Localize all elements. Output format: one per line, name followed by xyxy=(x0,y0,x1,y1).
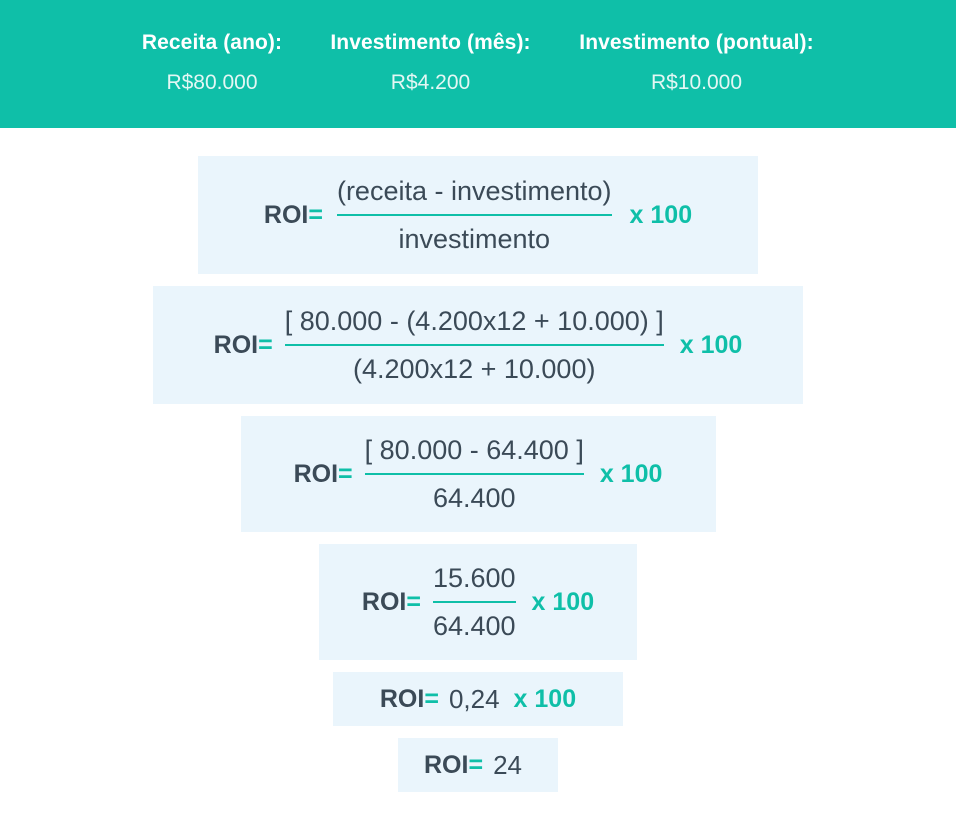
equation-multiplier: x 100 xyxy=(599,459,663,488)
equation-row xyxy=(241,416,716,532)
equals-sign: = xyxy=(258,330,273,359)
header-stats-band xyxy=(0,0,956,128)
header-stat-label: Receita (ano): xyxy=(141,31,283,54)
header-stat-label: Investimento (pontual): xyxy=(579,31,814,54)
equation-lhs-label: ROI xyxy=(424,750,469,779)
equals-sign: = xyxy=(424,684,439,713)
fraction-denominator: 64.400 xyxy=(432,611,516,641)
equation-lhs-label: ROI xyxy=(293,459,339,488)
fraction-denominator: investimento xyxy=(398,224,551,254)
fraction xyxy=(433,561,516,643)
equation-result-value: 24 xyxy=(493,749,522,780)
equation-row-result xyxy=(398,738,558,792)
fraction-denominator: (4.200x12 + 10.000) xyxy=(353,354,596,384)
equals-sign: = xyxy=(308,200,323,229)
equation-multiplier: x 100 xyxy=(513,684,577,713)
fraction-numerator: 15.600 xyxy=(432,563,516,593)
equation-multiplier: x 100 xyxy=(629,200,693,229)
fraction-numerator: (receita - investimento) xyxy=(336,176,612,206)
equation-lhs xyxy=(214,331,273,360)
header-stat-label: Investimento (mês): xyxy=(330,31,531,54)
header-stat-receita-ano xyxy=(115,30,310,96)
equation-lhs xyxy=(294,460,353,489)
equation-row xyxy=(319,544,637,660)
fraction xyxy=(337,174,612,256)
fraction-bar xyxy=(285,344,664,346)
equals-sign: = xyxy=(406,587,421,616)
fraction xyxy=(285,304,664,386)
equation-lhs xyxy=(424,751,483,780)
equation-multiplier: x 100 xyxy=(679,330,743,359)
fraction xyxy=(365,433,584,515)
equals-sign: = xyxy=(338,459,353,488)
fraction-bar xyxy=(433,601,516,603)
fraction-numerator: [ 80.000 - 64.400 ] xyxy=(364,435,584,465)
equation-lhs xyxy=(380,685,439,714)
header-stat-investimento-pontual xyxy=(552,30,842,96)
equation-lhs-label: ROI xyxy=(213,330,259,359)
header-stat-value: R$80.000 xyxy=(166,71,258,94)
equation-row xyxy=(333,672,623,726)
equation-lhs-label: ROI xyxy=(361,587,407,616)
fraction-denominator: 64.400 xyxy=(432,483,516,513)
equation-value: 0,24 xyxy=(448,683,500,714)
header-stat-value: R$4.200 xyxy=(390,71,471,94)
equation-lhs-label: ROI xyxy=(379,684,425,713)
roi-equation-stack xyxy=(0,128,956,804)
fraction-bar xyxy=(365,473,584,475)
fraction-numerator: [ 80.000 - (4.200x12 + 10.000) ] xyxy=(284,306,664,336)
equation-row xyxy=(153,286,803,404)
equation-lhs xyxy=(264,201,323,230)
header-stat-value: R$10.000 xyxy=(650,71,743,94)
equation-multiplier: x 100 xyxy=(531,587,595,616)
equation-row xyxy=(198,156,758,274)
equation-lhs-label: ROI xyxy=(263,200,309,229)
fraction-bar xyxy=(337,214,612,216)
equals-sign: = xyxy=(468,750,484,779)
header-stat-investimento-mes xyxy=(316,30,546,96)
equation-lhs xyxy=(362,588,421,617)
